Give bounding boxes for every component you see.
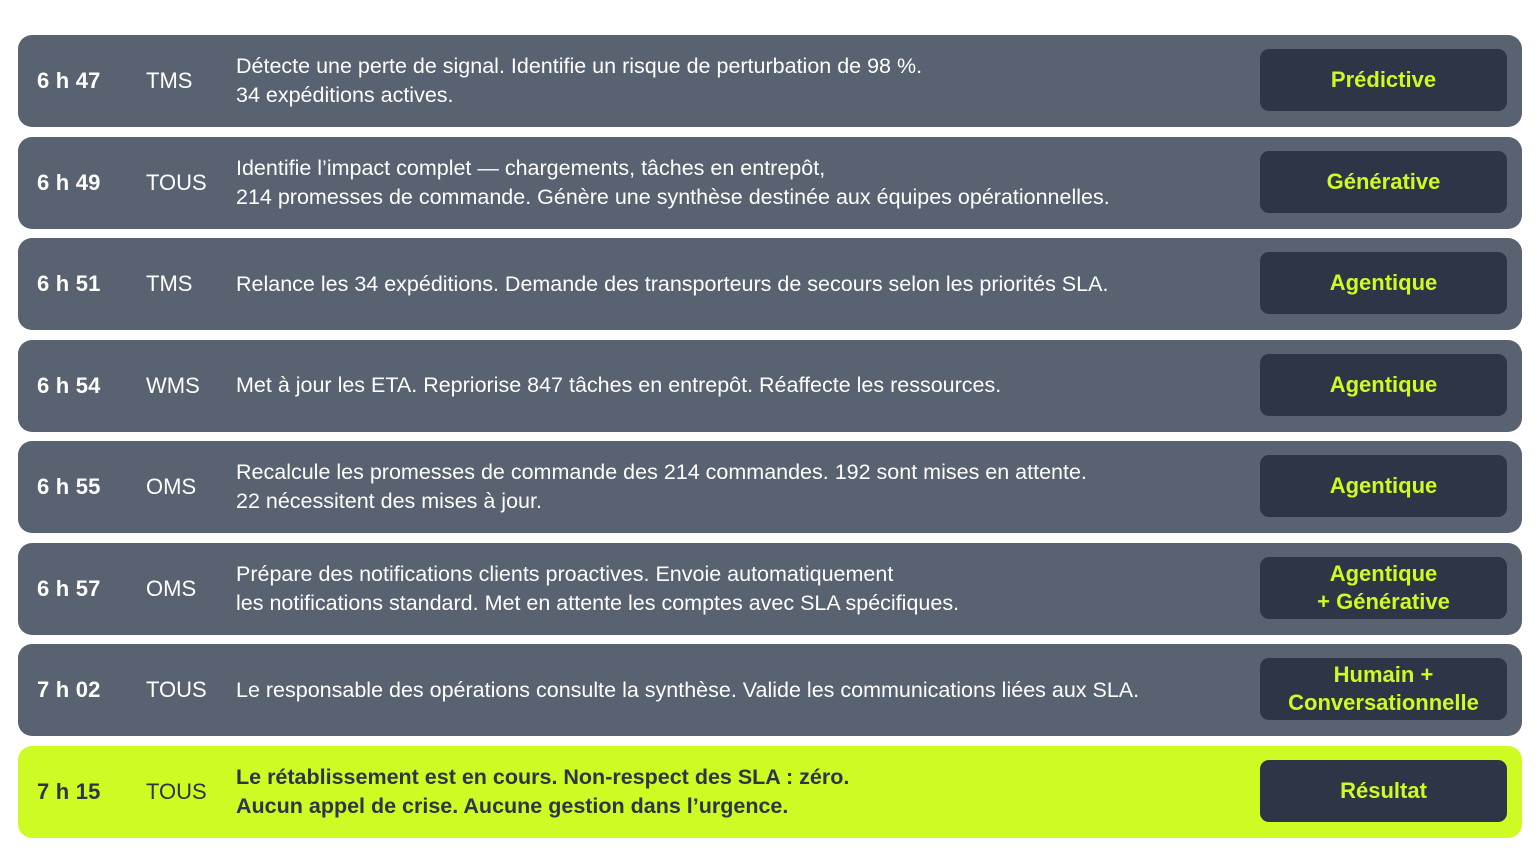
row-time: 6 h 47	[37, 68, 101, 93]
description-line: Aucun appel de crise. Aucune gestion dans l’urgence.	[236, 793, 789, 818]
row-system: WMS	[146, 372, 200, 398]
badge-line: Humain +	[1333, 662, 1434, 687]
description-line: 22 nécessitent des mises à jour.	[236, 489, 542, 513]
description-line: 214 promesses de commande. Génère une synthèse destinée aux équipes opérationnelles.	[236, 184, 1110, 209]
badge-line: Prédictive	[1330, 67, 1437, 92]
description-line: Relance les 34 expéditions. Demande des transporteurs de secours selon les priorités SLA.	[236, 271, 1109, 296]
row-description	[236, 340, 1256, 432]
description-line: Identifie l’impact complet — chargements, tâches en entrepôt,	[236, 155, 826, 180]
row-time: 6 h 57	[37, 575, 101, 601]
timeline-row	[18, 441, 1522, 533]
row-description	[236, 441, 1256, 533]
badge-line: Agentique	[1329, 473, 1438, 498]
ai-type-badge	[1260, 252, 1507, 314]
badge-line: Agentique	[1329, 270, 1438, 295]
result-badge	[1260, 760, 1507, 822]
timeline-row	[18, 543, 1522, 635]
description-line: Le responsable des opérations consulte la synthèse. Valide les communications liées aux SLA.	[236, 677, 1140, 702]
row-time: 6 h 51	[37, 271, 101, 296]
description-line: Prépare des notifications clients proactives. Envoie automatiquement	[236, 561, 894, 586]
ai-type-badge	[1260, 557, 1507, 619]
row-time: 7 h 02	[37, 677, 101, 702]
description-line: les notifications standard. Met en attente les comptes avec SLA spécifiques.	[236, 590, 960, 615]
row-system: OMS	[146, 575, 197, 601]
row-system: TMS	[146, 68, 193, 93]
timeline-row	[18, 35, 1522, 127]
row-system: TOUS	[146, 778, 207, 804]
row-system: OMS	[146, 474, 197, 499]
ai-type-badge	[1260, 151, 1507, 213]
description-line: Recalcule les promesses de commande des 214 commandes. 192 sont mises en attente.	[236, 460, 1087, 484]
description-line: 34 expéditions actives.	[236, 83, 454, 107]
timeline-row	[18, 644, 1522, 736]
row-description	[236, 543, 1256, 635]
row-time: 6 h 55	[37, 474, 101, 499]
row-description	[236, 644, 1256, 736]
ai-type-badge	[1260, 455, 1507, 517]
row-description	[236, 35, 1256, 127]
ai-type-badge	[1260, 354, 1507, 416]
timeline-row-result	[18, 746, 1522, 838]
row-description	[236, 746, 1256, 838]
description-line: Le rétablissement est en cours. Non-respect des SLA : zéro.	[236, 764, 850, 789]
row-system: TOUS	[146, 169, 207, 195]
row-time: 6 h 49	[37, 169, 101, 195]
row-time: 6 h 54	[37, 372, 101, 398]
badge-line: Générative	[1326, 168, 1441, 194]
row-description	[236, 137, 1256, 229]
badge-line: Conversationnelle	[1288, 690, 1479, 715]
row-system: TOUS	[146, 677, 207, 702]
description-line: Met à jour les ETA. Repriorise 847 tâches en entrepôt. Réaffecte les ressources.	[236, 373, 1002, 397]
row-description	[236, 238, 1256, 330]
timeline	[18, 35, 1522, 847]
row-time: 7 h 15	[37, 778, 101, 804]
timeline-row	[18, 340, 1522, 432]
badge-line: + Générative	[1317, 588, 1450, 614]
badge-line: Résultat	[1340, 777, 1427, 803]
description-line: Détecte une perte de signal. Identifie un risque de perturbation de 98 %.	[236, 54, 923, 78]
timeline-row	[18, 137, 1522, 229]
badge-line: Agentique	[1329, 560, 1438, 586]
row-system: TMS	[146, 271, 193, 296]
badge-line: Agentique	[1329, 371, 1438, 397]
ai-type-badge	[1260, 658, 1507, 720]
ai-type-badge	[1260, 49, 1507, 111]
timeline-row	[18, 238, 1522, 330]
